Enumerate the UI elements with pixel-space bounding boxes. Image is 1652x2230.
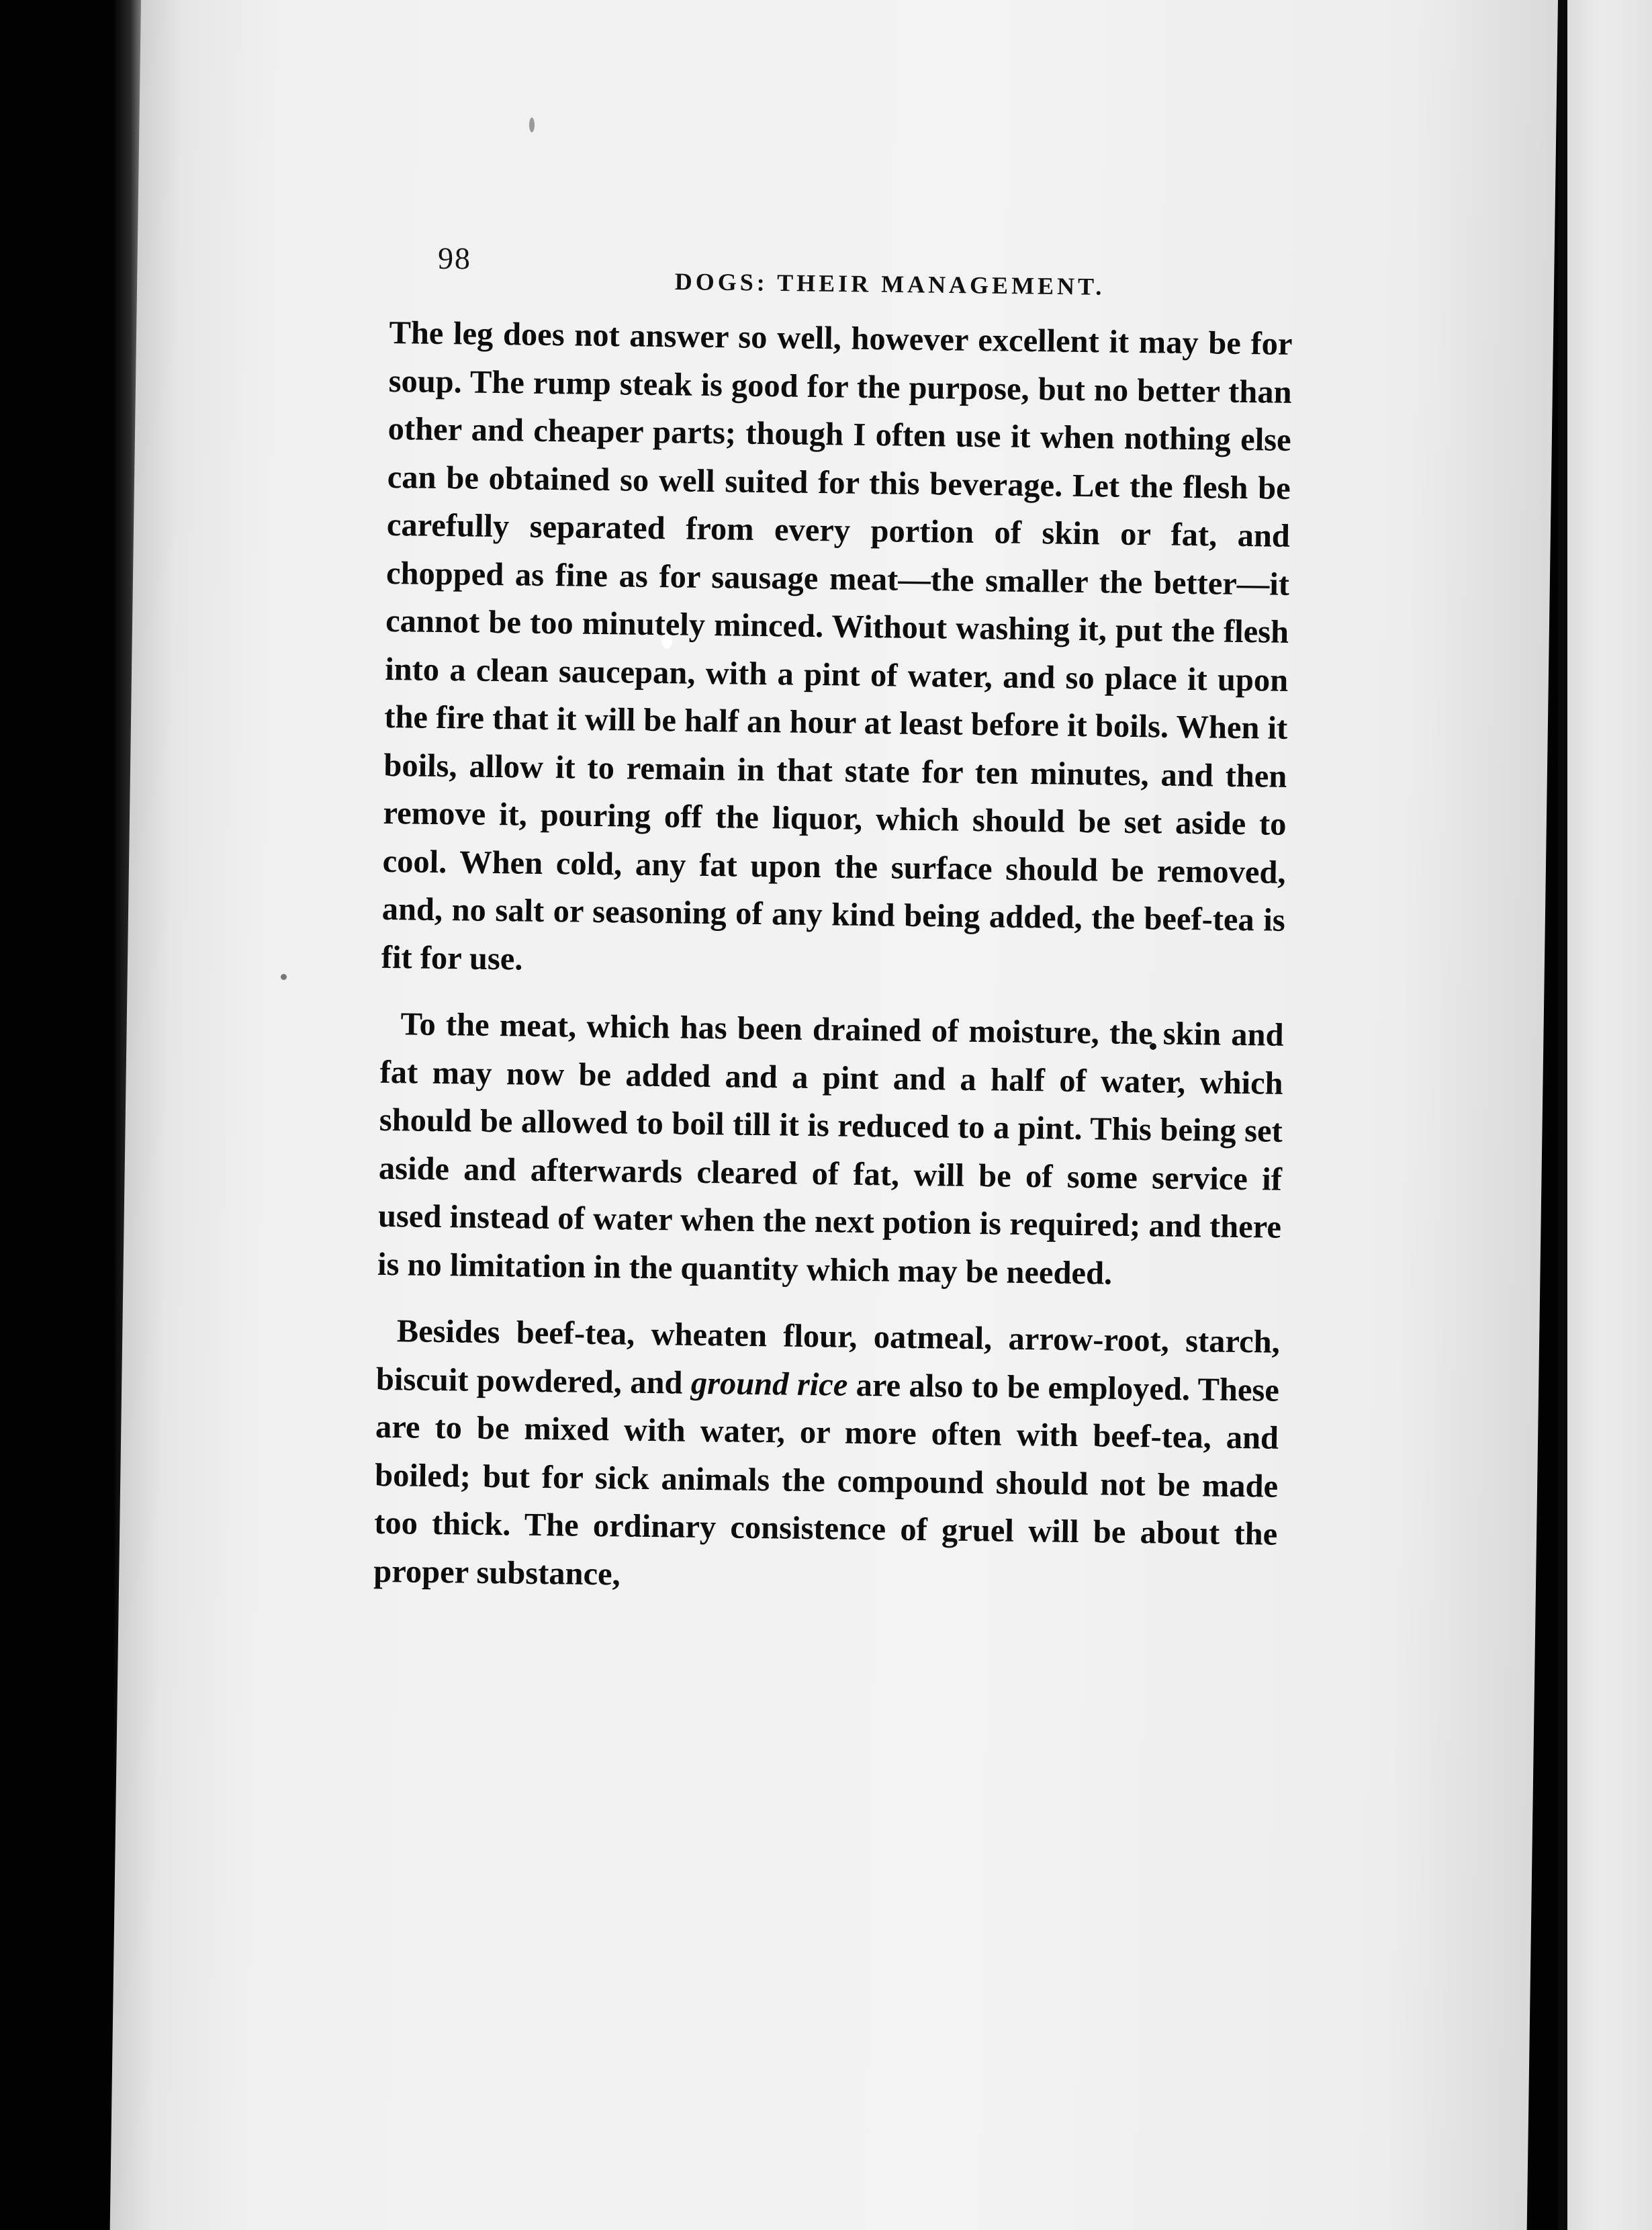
paragraph [377, 1000, 1284, 1300]
paragraph [373, 1307, 1280, 1607]
text-run: are also to be employed. These are to be mixed with water, or more often with beef-tea, and boiled; but for sick animals the compound should not be made too thick. The ordinary consistence of gruel will be about the proper substance, [373, 1367, 1280, 1592]
facing-page-edge [1567, 0, 1652, 2230]
body-text [373, 309, 1293, 1625]
running-head: DOGS: THEIR MANAGEMENT. [674, 267, 1105, 300]
italic-text-run: ground rice [690, 1365, 848, 1403]
text-run: The leg does not answer so well, however excellent it may be for soup. The rump steak is good for the purpose, but no better than other and cheaper parts; though I often use it when nothing else can be obtained so well suited for this beverage. Let the flesh be carefully separated from every portion of skin or fat, and chopped as fine as for sausage meat—the smaller the better—it cannot be too minutely minced. Without washing it, put the flesh into a clean saucepan, with a pint of water, and so place it upon the fire that it will be half an hour at least before it boils. When it boils, allow it to remain in that state for ten minutes, and then remove it, pouring off the liquor, which should be set aside to cool. When cold, any fat upon the surface should be removed, and, no salt or seasoning of any kind being added, the beef-tea is fit for use. [381, 314, 1293, 977]
text-run: Besides beef-tea, wheaten flour, oatmeal, arrow-root, starch, biscuit powdered, and [375, 1313, 1281, 1401]
paragraph [381, 309, 1292, 993]
gutter-line [1558, 0, 1567, 2230]
text-run: To the meat, which has been drained of moisture, the skin and fat may now be added and a pint and a half of water, which should be allowed to boil till it is reduced to a pint. This being set aside and afterwards cleared of fat, will be of some service if used instead of water when the next potion is required; and there is no limitation in the quantity which may be needed. [377, 1006, 1284, 1292]
page-number: 98 [437, 240, 472, 276]
